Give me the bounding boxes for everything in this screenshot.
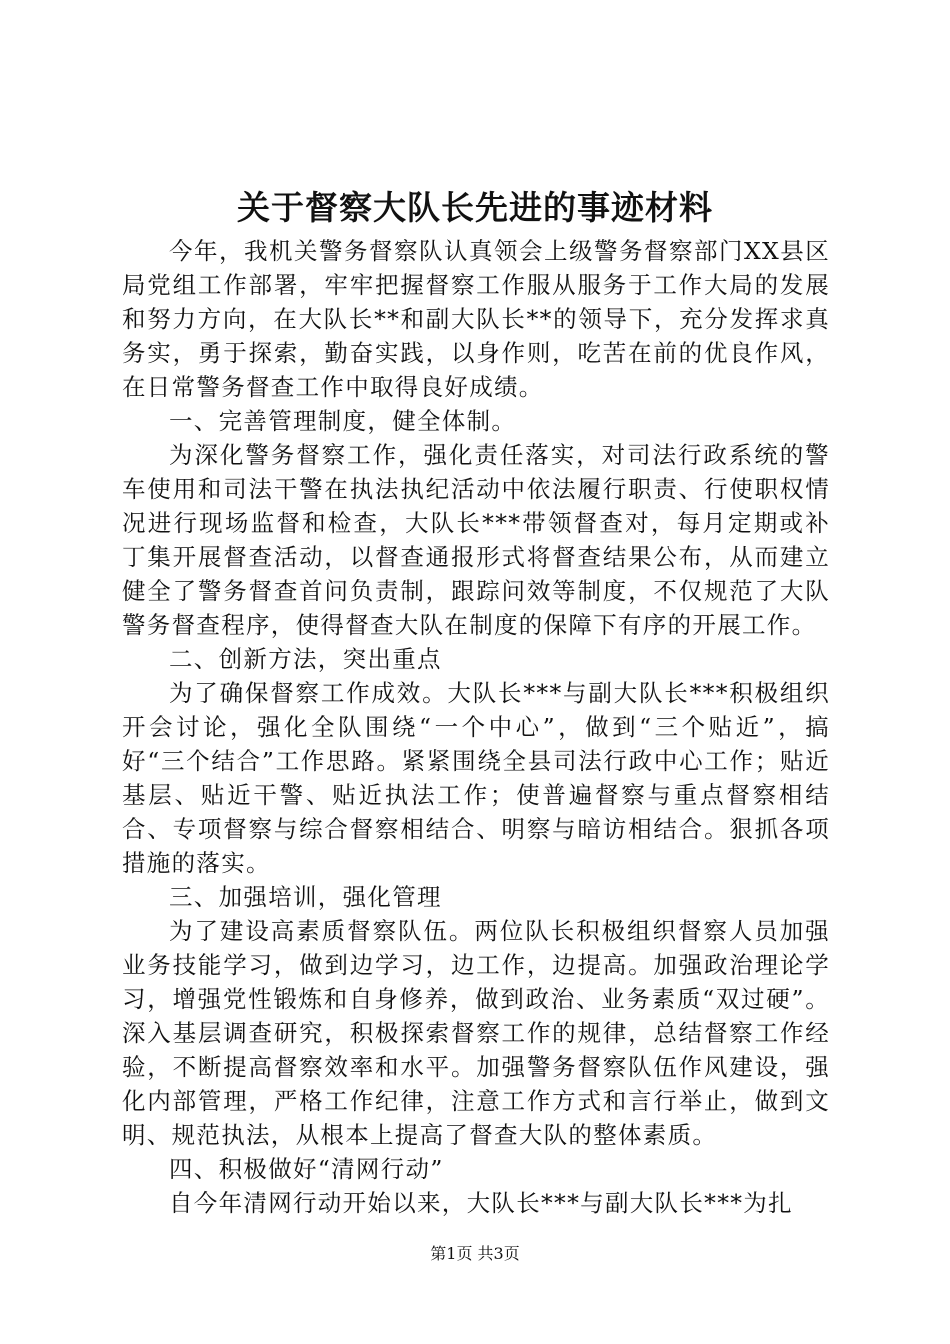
section-heading-1: 一、完善管理制度，健全体制。: [169, 407, 517, 435]
section-heading-2: 二、创新方法，突出重点: [169, 645, 442, 673]
paragraph-section-1: 为深化警务督察工作，强化责任落实，对司法行政系统的警车使用和司法干警在执法执纪活动中依法履行职责、行使职权情况进行现场监督和检查，大队长***带领督查对，每月定期或补丁集开展督查活动，以督查通报形式将督查结果公布，从而建立健全了警务督查首问负责制，跟踪问效等制度，不仅规范了大队警务督查程序，使得督查大队在制度的保障下有序的开展工作。: [122, 441, 830, 639]
document-body: [122, 234, 830, 1220]
paragraph-section-2: 为了确保督察工作成效。大队长***与副大队长***积极组织开会讨论，强化全队围绕“一个中心”，做到“三个贴近”，搞好“三个结合”工作思路。紧紧围绕全县司法行政中心工作；贴近基层、贴近干警、贴近执法工作；使普遍督察与重点督察相结合、专项督察与综合督察相结合、明察与暗访相结合。狠抓各项措施的落实。: [122, 679, 830, 877]
section-heading-4: 四、积极做好“清网行动”: [169, 1155, 444, 1183]
document-title: 关于督察大队长先进的事迹材料: [237, 188, 713, 227]
page-number-footer: 第1页 共3页: [430, 1244, 520, 1263]
paragraph-intro: 今年，我机关警务督察队认真领会上级警务督察部门XX县区局党组工作部署，牢牢把握督察工作服从服务于工作大局的发展和努力方向，在大队长**和副大队长**的领导下，充分发挥求真务实，勇于探索，勤奋实践，以身作则，吃苦在前的优良作风，在日常警务督查工作中取得良好成绩。: [122, 237, 830, 401]
section-heading-3: 三、加强培训，强化管理: [169, 883, 442, 911]
paragraph-section-4: 自今年清网行动开始以来，大队长***与副大队长***为扎: [169, 1189, 793, 1217]
paragraph-section-3: 为了建设高素质督察队伍。两位队长积极组织督察人员加强业务技能学习，做到边学习，边工作，边提高。加强政治理论学习，增强党性锻炼和自身修养，做到政治、业务素质“双过硬”。深入基层调查研究，积极探索督察工作的规律，总结督察工作经验，不断提高督察效率和水平。加强警务督察队伍作风建设，强化内部管理，严格工作纪律，注意工作方式和言行举止，做到文明、规范执法，从根本上提高了督查大队的整体素质。: [122, 917, 830, 1149]
